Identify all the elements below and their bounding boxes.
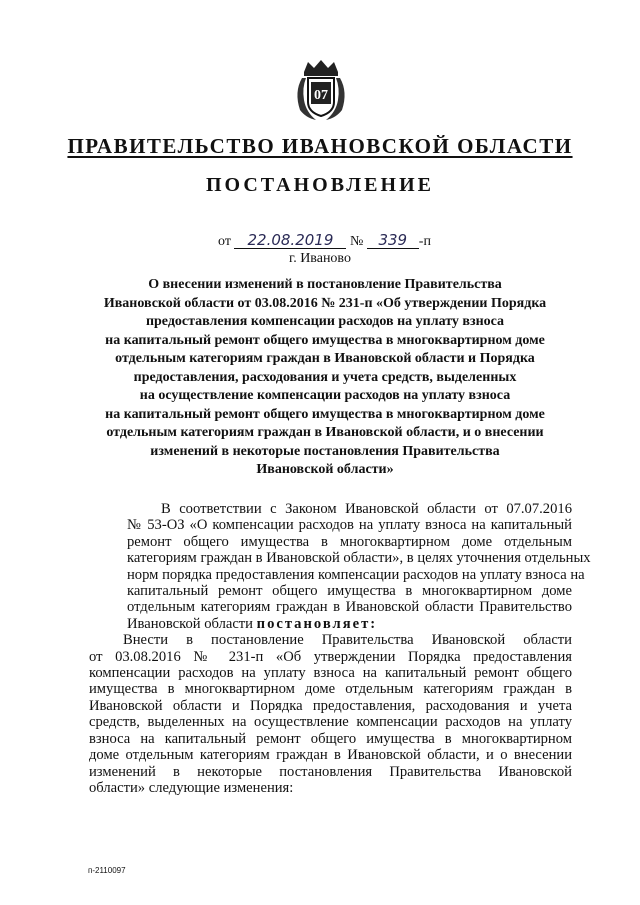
emblem-text: 07 [314, 88, 328, 103]
body-line: средств, выделенных на осуществление компенсации расходов на уплату [89, 714, 572, 731]
title-line: изменений в некоторые постановления Правительства [150, 443, 500, 459]
title-line: Ивановской области от 03.08.2016 № 231-п «Об утверждении Порядка [103, 295, 547, 311]
document-type: ПОСТАНОВЛЕНИЕ [206, 174, 434, 196]
preamble-paragraph [89, 501, 591, 632]
operative-paragraph [89, 632, 572, 796]
body-line: от 03.08.2016 № 231-п «Об утверждении Порядка предоставления [89, 648, 572, 665]
body-line: доме отдельным категориям граждан в Ивановской области, и о внесении [89, 747, 572, 764]
date-number-line [218, 232, 431, 250]
body-line: В соответствии с Законом Ивановской области от 07.07.2016 [161, 501, 572, 517]
body-line: Ивановской области и Порядка предоставления, расходования и учета [89, 697, 572, 714]
resolves-word: постановляет: [256, 615, 378, 632]
body-line: имущества в многоквартирном доме отдельным категориям граждан в [89, 681, 572, 698]
title-line: предоставления компенсации расходов на уплату взноса [145, 314, 505, 329]
body-line: изменений в некоторые постановления Правительства Ивановской [89, 763, 572, 780]
title-line: на осуществление компенсации расходов на уплату взноса [139, 388, 511, 403]
body-line: взноса на капитальный ремонт общего имущества в многоквартирном [89, 730, 572, 747]
title-line: отдельным категориям граждан в Ивановской области, и о внесении [106, 425, 544, 440]
body-line [89, 616, 572, 632]
resolution-title [80, 276, 570, 480]
handwritten-number: 339 [367, 232, 419, 249]
organization-name: ПРАВИТЕЛЬСТВО ИВАНОВСКОЙ ОБЛАСТИ [67, 134, 573, 158]
title-line: на капитальный ремонт общего имущества в многоквартирном доме [105, 406, 545, 422]
date-prefix: от [218, 234, 231, 249]
body-line: № 53-ОЗ «О компенсации расходов на уплату взноса на капитальный [127, 517, 572, 534]
body-line: Внести в постановление Правительства Ивановской области [123, 632, 572, 649]
body-line: компенсации расходов на уплату взноса на капитальный ремонт общего [89, 665, 572, 682]
number-label: № [349, 234, 364, 249]
handwritten-date: 22.08.2019 [234, 232, 346, 249]
document-body [89, 501, 591, 796]
coat-of-arms-emblem [292, 58, 350, 124]
title-line: отдельным категориям граждан в Ивановской области и Порядка [115, 351, 535, 366]
title-line: на капитальный ремонт общего имущества в многоквартирном доме [105, 332, 545, 348]
body-line: отдельным категориям граждан в Ивановской области Правительство [127, 599, 572, 616]
body-line: области» следующие изменения: [89, 779, 294, 796]
body-line: ремонт общего имущества в многоквартирном доме отдельным [127, 533, 572, 550]
body-line: норм порядка предоставления компенсации расходов на уплату взноса на [127, 566, 585, 583]
footer-code: п-2110097 [88, 866, 126, 875]
body-line-text: Ивановской области [127, 615, 253, 632]
number-suffix: -п [418, 234, 431, 249]
city: г. Иваново [289, 251, 351, 266]
title-line: О внесении изменений в постановление Правительства [148, 277, 502, 292]
title-line: Ивановской области» [256, 462, 394, 477]
title-line: предоставления, расходования и учета средств, выделенных [133, 369, 517, 385]
body-line: капитальный ремонт общего имущества в многоквартирном доме [127, 583, 572, 600]
body-line: категориям граждан в Ивановской области», в целях уточнения отдельных [127, 550, 591, 567]
